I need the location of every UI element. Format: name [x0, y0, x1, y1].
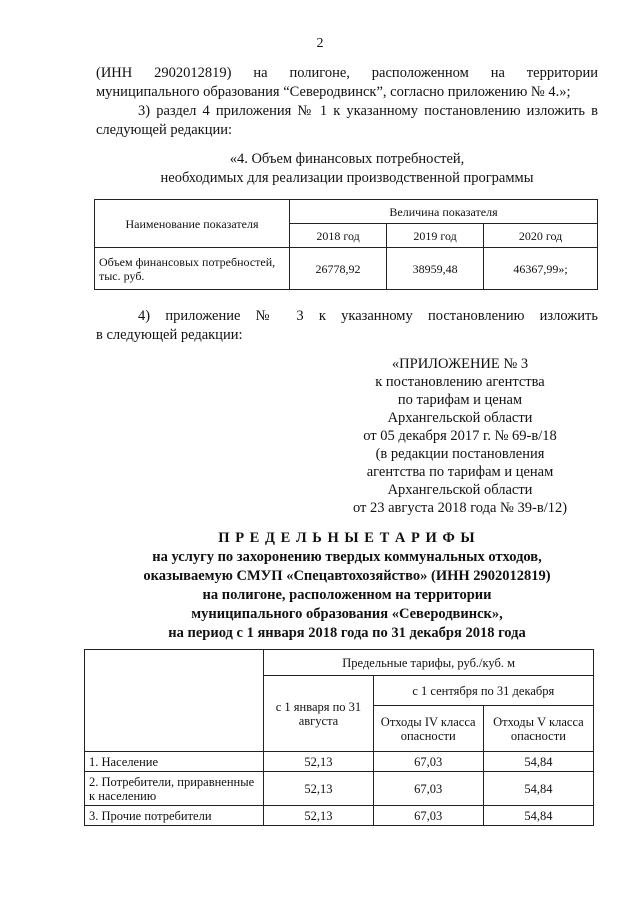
table-row [85, 806, 594, 826]
appendix-line: (в редакции постановления [375, 446, 545, 462]
appendix-line: от 05 декабря 2017 г. № 69-в/18 [363, 428, 557, 444]
intro-line-1: (ИНН 2902012819) на полигоне, расположенном на территории [96, 65, 598, 81]
value-cell: 52,13 [264, 806, 373, 826]
page-number: 2 [316, 36, 324, 51]
value-cell: 54,84 [483, 806, 593, 826]
appendix-line: агентства по тарифам и ценам [366, 464, 554, 480]
item4-line-2: в следующей редакции: [96, 327, 243, 343]
appendix-block [330, 355, 590, 517]
value-2020: 46367,99»; [484, 248, 598, 290]
row-label: 2. Потребители, приравненные к населению [85, 772, 264, 806]
appendix-line: по тарифам и ценам [397, 392, 523, 408]
class-4-header: Отходы IV класса опасности [373, 706, 483, 752]
tariffs-header: Предельные тарифы, руб./куб. м [264, 650, 594, 676]
period-2: с 1 сентября по 31 декабря [373, 676, 593, 706]
year-2018: 2018 год [290, 224, 387, 248]
appendix-line: к постановлению агентства [375, 374, 545, 390]
section4-title-1: «4. Объем финансовых потребностей, [229, 151, 465, 167]
section4-title-2: необходимых для реализации производственной программы [160, 170, 534, 186]
value-cell: 67,03 [373, 752, 483, 772]
value-cell: 52,13 [264, 772, 373, 806]
heading-line: муниципального образования «Северодвинск», [191, 606, 503, 622]
value-cell: 54,84 [483, 772, 593, 806]
item4-line-1: 4) приложение № 3 к указанному постановлению изложить [138, 308, 598, 324]
heading-line: на услугу по захоронению твердых коммунальных отходов, [152, 549, 542, 565]
empty-header-cell [85, 650, 264, 752]
value-cell: 54,84 [483, 752, 593, 772]
year-2019: 2019 год [387, 224, 484, 248]
row-label: 1. Население [85, 752, 264, 772]
heading-line: оказываемую СМУП «Спецавтохозяйство» (ИНН 2902012819) [143, 568, 551, 584]
table-row [85, 752, 594, 772]
col-name-header: Наименование показателя [95, 200, 290, 248]
value-2019: 38959,48 [387, 248, 484, 290]
row-label: Объем финансовых потребностей, тыс. руб. [95, 248, 290, 290]
class-5-header: Отходы V класса опасности [483, 706, 593, 752]
heading-line: на полигоне, расположенном на территории [202, 587, 492, 603]
value-cell: 52,13 [264, 752, 373, 772]
financial-needs-table [94, 199, 598, 290]
tariffs-table [84, 649, 594, 826]
period-1: с 1 января по 31 августа [264, 676, 373, 752]
value-2018: 26778,92 [290, 248, 387, 290]
value-cell: 67,03 [373, 806, 483, 826]
value-header: Величина показателя [290, 200, 598, 224]
tariffs-title: П Р Е Д Е Л Ь Н Ы Е Т А Р И Ф Ы [218, 530, 476, 546]
heading-line: на период с 1 января 2018 года по 31 декабря 2018 года [168, 625, 526, 641]
appendix-line: от 23 августа 2018 года № 39-в/12) [352, 500, 568, 516]
appendix-line: Архангельской области [387, 482, 533, 498]
year-2020: 2020 год [484, 224, 598, 248]
appendix-line: «ПРИЛОЖЕНИЕ № 3 [391, 356, 529, 372]
item3-line-1: 3) раздел 4 приложения № 1 к указанному постановлению изложить в [138, 103, 598, 119]
item3-line-2: следующей редакции: [96, 122, 233, 138]
appendix-line: Архангельской области [387, 410, 533, 426]
table-row [85, 772, 594, 806]
intro-line-2: муниципального образования “Северодвинск”, согласно приложению № 4.»; [96, 84, 571, 100]
value-cell: 67,03 [373, 772, 483, 806]
row-label: 3. Прочие потребители [85, 806, 264, 826]
